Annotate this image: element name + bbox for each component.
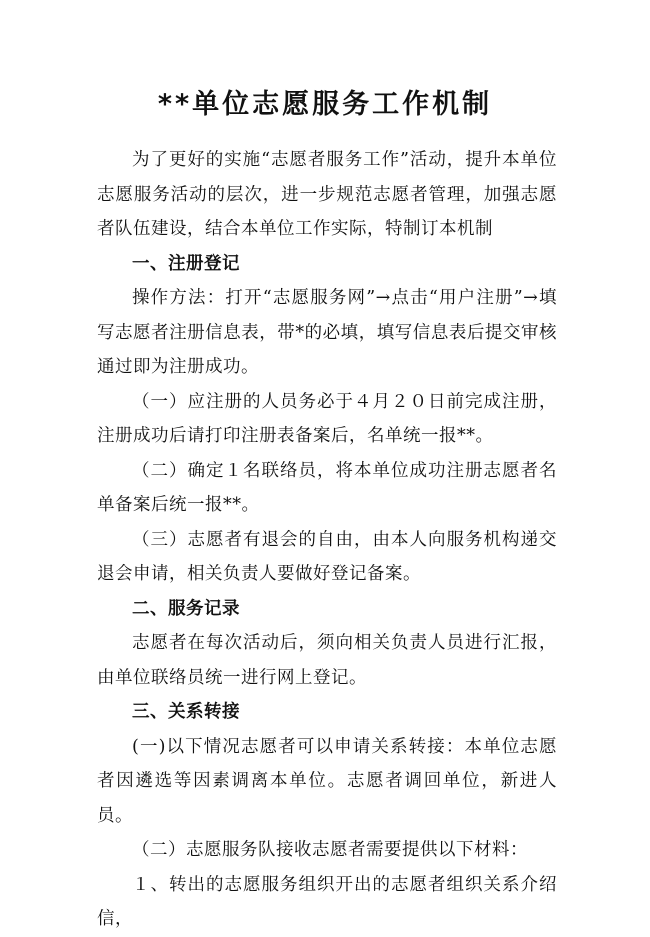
transfer-item-1: (一)以下情况志愿者可以申请关系转接：本单位志愿者因遴选等因素调离本单位。志愿者调回单位，新进人员。 xyxy=(97,736,557,826)
service-record-paragraph: 志愿者在每次活动后，须向相关负责人员进行汇报，由单位联络员统一进行网上登记。 xyxy=(97,633,557,688)
registration-item-3: （三）志愿者有退会的自由，由本人向服务机构递交退会申请，相关负责人要做好登记备案。 xyxy=(97,529,557,584)
transfer-material-1: １、转出的志愿服务组织开出的志愿者组织关系介绍信， xyxy=(97,874,557,929)
registration-method-paragraph: 操作方法：打开“志愿服务网”→点击“用户注册”→填写志愿者注册信息表，带*的必填，填写信息表后提交审核通过即为注册成功。 xyxy=(97,288,557,377)
transfer-item-2: （二）志愿服务队接收志愿者需要提供以下材料： xyxy=(132,840,528,860)
registration-item-1: （一）应注册的人员务必于４月２０日前完成注册，注册成功后请打印注册表备案后，名单统一报**。 xyxy=(97,391,557,446)
section-heading-registration: 一、注册登记 xyxy=(132,253,240,274)
document-title: **单位志愿服务工作机制 xyxy=(157,89,493,120)
intro-paragraph: 为了更好的实施“志愿者服务工作”活动，提升本单位志愿服务活动的层次，进一步规范志愿者管理，加强志愿者队伍建设，结合本单位工作实际，特制订本机制 xyxy=(97,150,557,239)
registration-item-2: （二）确定１名联络员，将本单位成功注册志愿者名单备案后统一报**。 xyxy=(97,460,557,515)
section-heading-transfer: 三、关系转接 xyxy=(132,702,240,722)
section-heading-service-record: 二、服务记录 xyxy=(132,598,240,619)
document-body xyxy=(97,143,557,937)
